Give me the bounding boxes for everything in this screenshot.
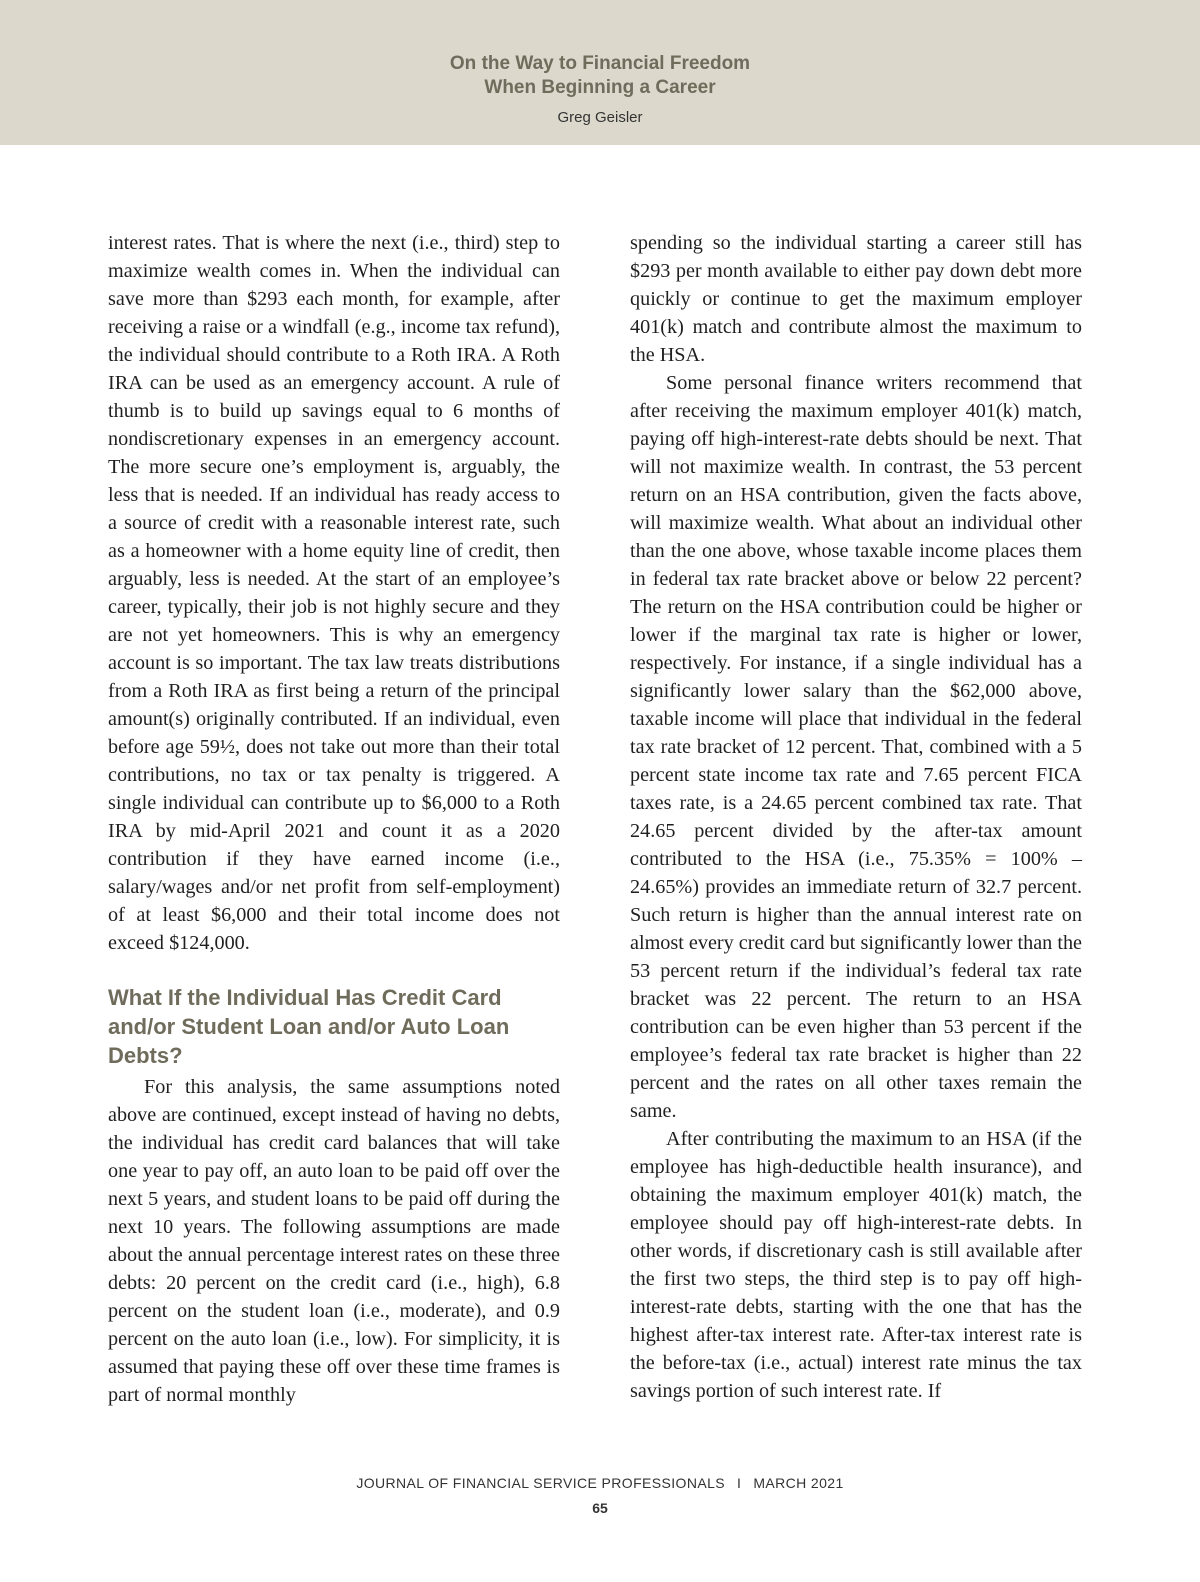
running-header: [0, 0, 1200, 145]
page-number: 65: [592, 1500, 608, 1516]
body-paragraph: After contributing the maximum to an HSA (if the employee has high-deductible health insurance), and obtaining the maximum employer 401(k) match, the employee should pay off high-interest-rate debts. In other words, if discretionary cash is still available after the first two steps, the third step is to pay off high-interest-rate debts, starting with the one that has the highest after-tax interest rate. After-tax interest rate is the before-tax (i.e., actual) interest rate minus the tax savings portion of such interest rate. If: [630, 1128, 1082, 1402]
header-title-line2: When Beginning a Career: [484, 77, 716, 98]
footer-separator: I: [737, 1475, 742, 1491]
body-paragraph: For this analysis, the same assumptions noted above are continued, except instead of having no debts, the individual has credit card balances that will take one year to pay off, an auto loan to be paid off over the next 5 years, and student loans to be paid off during the next 10 years. The following assumptions are made about the annual percentage interest rates on these three debts: 20 percent on the credit card (i.e., high), 6.8 percent on the student loan (i.e., moderate), and 0.9 percent on the auto loan (i.e., low). For simplicity, it is assumed that paying these off over these time frames is part of normal monthly: [108, 1076, 560, 1406]
body-paragraph: interest rates. That is where the next (i.e., third) step to maximize wealth comes in. When the individual can save more than $293 each month, for example, after receiving a raise or a windfall (e.g., income tax refund), the individual should contribute to a Roth IRA. A Roth IRA can be used as an emergency account. A rule of thumb is to build up savings equal to 6 months of nondiscretionary expenses in an emergency account. The more secure one’s employment is, arguably, the less that is needed. If an individual has ready access to a source of credit with a reasonable interest rate, such as a homeowner with a home equity line of credit, then arguably, less is needed. At the start of an employee’s career, typically, their job is not highly secure and they are not yet homeowners. This is why an emergency account is so important. The tax law treats distributions from a Roth IRA as first being a return of the principal amount(s) originally contributed. If an individual, even before age 59½, does not take out more than their total contributions, no tax or tax penalty is triggered. A single individual can contribute up to $6,000 to a Roth IRA by mid-April 2021 and count it as a 2020 contribution if they have earned income (i.e., salary/wages and/or net profit from self-employment) of at least $6,000 and their total income does not exceed $124,000.: [108, 232, 560, 954]
issue-date: MARCH 2021: [753, 1475, 844, 1491]
body-paragraph: Some personal finance writers recommend that after receiving the maximum employer 401(k) match, paying off high-interest-rate debts should be next. That will not maximize wealth. In contrast, the 53 percent return on an HSA contribution, given the facts above, will maximize wealth. What about an individual other than the one above, whose taxable income places them in federal tax rate bracket above or below 22 percent? The return on the HSA contribution could be higher or lower if the marginal tax rate is higher or lower, respectively. For instance, if a single individual has a significantly lower salary than the $62,000 above, taxable income will place that individual in the federal tax rate bracket of 12 percent. That, combined with a 5 percent state income tax rate and 7.65 percent FICA taxes rate, is a 24.65 percent combined tax rate. That 24.65 percent divided by the after-tax amount contributed to the HSA (i.e., 75.35% = 100% – 24.65%) provides an immediate return of 32.7 percent. Such return is higher than the annual interest rate on almost every credit card but significantly lower than the 53 percent return if the individual’s federal tax rate bracket was 22 percent. The return to an HSA contribution can be even higher than 53 percent if the employee’s federal tax rate bracket is higher than 22 percent and the rates on all other taxes remain the same.: [630, 372, 1082, 1122]
footer-journal-line: [0, 1475, 1200, 1491]
section-heading: What If the Individual Has Credit Card and/or Student Loan and/or Auto Loan Debts?: [108, 985, 510, 1068]
body-paragraph: spending so the individual starting a career still has $293 per month available to either pay down debt more quickly or continue to get the maximum employer 401(k) match and contribute almost the maximum to the HSA.: [630, 232, 1082, 366]
journal-name: JOURNAL OF FINANCIAL SERVICE PROFESSIONALS: [356, 1475, 726, 1491]
right-column: [630, 229, 1082, 1405]
left-column: [108, 229, 560, 1409]
header-title-line1: On the Way to Financial Freedom: [449, 53, 751, 74]
header-author: Greg Geisler: [557, 109, 643, 126]
